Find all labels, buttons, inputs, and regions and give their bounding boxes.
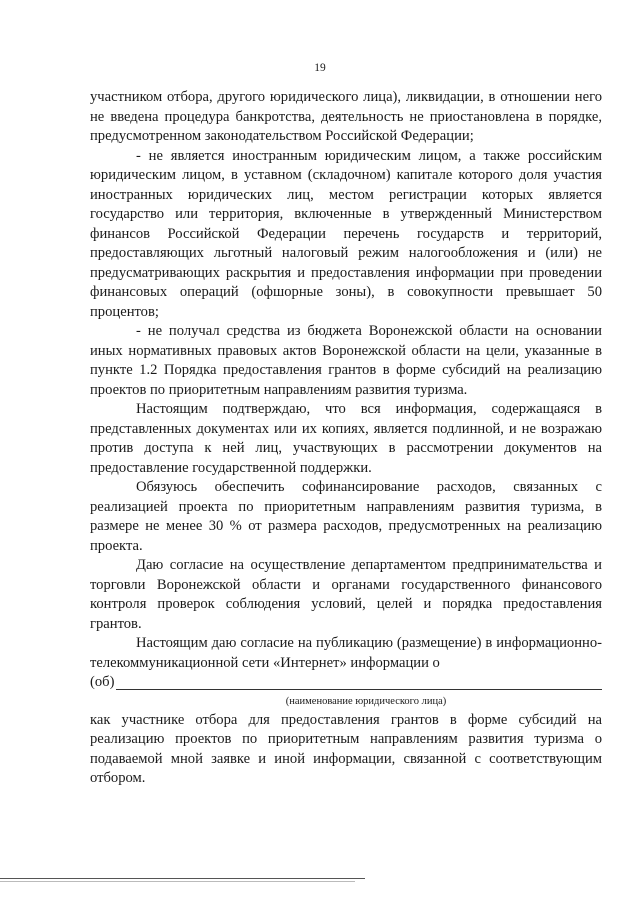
entity-name-prefix: (об)	[90, 674, 115, 690]
entity-name-blank-line	[116, 689, 602, 690]
paragraph-audit-consent: Даю согласие на осуществление департаментом предпринимательства и торговли Воронежской области и органами государственного финансового контроля проверок соблюдения условий, целей и порядка предоставления грантов.	[90, 557, 602, 632]
document-body	[90, 88, 602, 789]
entity-name-field	[90, 673, 602, 693]
paragraph-publication-consent: Настоящим даю согласие на публикацию (размещение) в информационно-телекоммуникационной сети «Интернет» информации о	[90, 635, 602, 671]
entity-name-caption: (наименование юридического лица)	[285, 695, 447, 707]
paragraph-not-foreign-entity: - не является иностранным юридическим лицом, а также российским юридическим лицом, в уставном (складочном) капитале которого доля участия иностранных юридических лиц, местом регистрации которых является государство или территория, включенные в утвержденный Министерством финансов Российской Федерации перечень государств и территорий, предоставляющих льготный налоговый режим налогообложения и (или) не предусматривающих раскрытия и предоставления информации при проведении финансовых операций (офшорные зоны), в совокупности превышает 50 процентов;	[90, 147, 602, 320]
paragraph-no-budget-funds: - не получал средства из бюджета Воронежской области на основании иных нормативных правовых актов Воронежской области на цели, указанные в пункте 1.2 Порядка предоставления грантов в форме субсидий на реализацию проектов по приоритетным направлениям развития туризма.	[90, 323, 602, 398]
footer-divider-faint	[0, 881, 355, 882]
paragraph-legal-status: участником отбора, другого юридического лица), ликвидации, в отношении него не введена процедура банкротства, деятельность не приостановлена в порядке, предусмотренном законодательством Российской Федерации;	[90, 89, 602, 144]
paragraph-confirmation: Настоящим подтверждаю, что вся информация, содержащаяся в представленных документах или их копиях, является подлинной, и не возражаю против доступа к ней лиц, участвующих в рассмотрении документов на предоставление государственной поддержки.	[90, 401, 602, 476]
footer-divider	[0, 878, 365, 879]
paragraph-participant-info: как участнике отбора для предоставления грантов в форме субсидий на реализацию проектов по приоритетным направлениям развития туризма о подаваемой мной заявке и иной информации, связанной с соответствующим отбором.	[90, 711, 602, 786]
page-number: 19	[314, 62, 326, 74]
paragraph-cofinancing: Обязуюсь обеспечить софинансирование расходов, связанных с реализацией проекта по приоритетным направлениям развития туризма, в размере не менее 30 % от размера расходов, предусмотренных на реализацию проекта.	[90, 479, 602, 554]
